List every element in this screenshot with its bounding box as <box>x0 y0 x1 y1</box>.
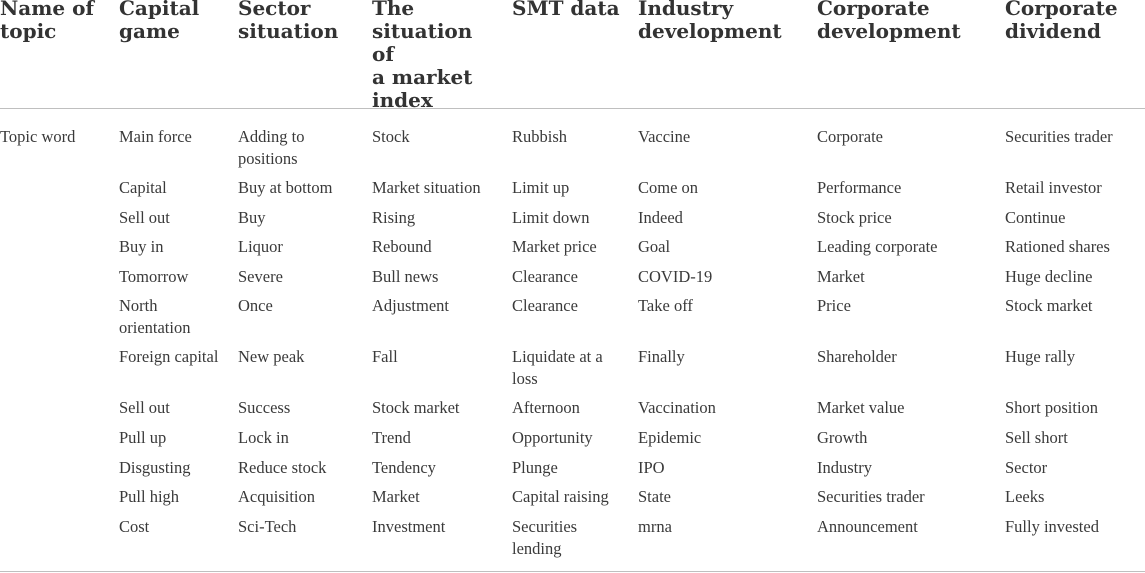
table-cell: Acquisition <box>238 487 315 507</box>
table-cell: Tomorrow <box>119 266 189 286</box>
table-cell: Sell short <box>1005 427 1068 447</box>
table-cell: Main force <box>119 127 192 146</box>
table-cell: Securities trader <box>817 487 925 507</box>
table-cell: Short position <box>1005 398 1099 418</box>
table-row <box>0 207 1145 237</box>
table-row <box>0 126 1145 177</box>
header-industry-development: Industry development <box>638 0 782 43</box>
table-row <box>0 397 1145 427</box>
table-row <box>0 516 1145 567</box>
table-cell: Sector <box>1005 457 1048 477</box>
table-cell: Pull up <box>119 427 167 447</box>
table-cell: Buy at bottom <box>238 178 333 197</box>
table-cell: Stock market <box>372 398 460 418</box>
table-cell: Buy <box>238 207 266 227</box>
table-cell: Huge decline <box>1005 266 1093 286</box>
table-body <box>0 109 1145 567</box>
table-cell: Success <box>238 398 291 418</box>
table-cell: Lock in <box>238 427 289 447</box>
table-cell: Securities trader <box>1005 127 1113 146</box>
table-cell: Announcement <box>817 516 918 536</box>
table-cell: Buy in <box>119 237 164 257</box>
table-cell: Growth <box>817 427 868 447</box>
table-cell: Fully invested <box>1005 516 1099 536</box>
table-cell: Limit down <box>512 207 590 227</box>
table-cell: State <box>638 487 671 507</box>
table-cell: Investment <box>372 516 446 536</box>
table-cell: Afternoon <box>512 398 580 418</box>
table-cell: Capital <box>119 178 167 197</box>
table-cell: New peak <box>238 347 305 367</box>
table-row <box>0 346 1145 397</box>
table-cell: Bull news <box>372 266 439 286</box>
table-cell: Clearance <box>512 296 578 316</box>
table-cell: Liquor <box>238 237 283 257</box>
table-cell: Sci-Tech <box>238 516 297 536</box>
table-cell: North orientation <box>119 296 191 338</box>
table-row <box>0 295 1145 346</box>
table-cell: Stock price <box>817 207 892 227</box>
table-cell: Indeed <box>638 207 683 227</box>
table-row <box>0 457 1145 487</box>
table-cell: Take off <box>638 296 693 316</box>
table-cell: Rubbish <box>512 127 568 146</box>
table-cell: Rising <box>372 207 416 227</box>
table-cell: Foreign capital <box>119 347 219 367</box>
table-bottom-rule <box>0 571 1145 572</box>
table-cell: mrna <box>638 516 672 536</box>
table-cell: Leading corporate <box>817 237 938 257</box>
table-cell: Retail investor <box>1005 178 1102 197</box>
table-cell: COVID-19 <box>638 266 713 286</box>
table-cell: Sell out <box>119 398 170 418</box>
table-cell: Market <box>817 266 865 286</box>
table-cell: Market <box>372 487 420 507</box>
table-cell: Trend <box>372 427 411 447</box>
table-cell: IPO <box>638 457 665 477</box>
table-cell: Leeks <box>1005 487 1045 507</box>
header-corporate-dividend: Corporate dividend <box>1005 0 1118 43</box>
table-row <box>0 266 1145 296</box>
table-row <box>0 177 1145 207</box>
header-sector-situation: Sector situation <box>238 0 339 43</box>
table-cell: Stock market <box>1005 296 1093 316</box>
table-cell: Disgusting <box>119 457 191 477</box>
table-cell: Severe <box>238 266 283 286</box>
table-cell: Rebound <box>372 237 432 257</box>
table-cell: Fall <box>372 347 398 367</box>
table-cell: Plunge <box>512 457 558 477</box>
table-cell: Vaccination <box>638 398 716 418</box>
table-cell: Pull high <box>119 487 180 507</box>
table-cell: Vaccine <box>638 127 691 146</box>
table-cell: Sell out <box>119 207 170 227</box>
header-capital-game: Capital game <box>119 0 200 43</box>
table-cell: Adjustment <box>372 296 449 316</box>
table-cell: Market situation <box>372 178 481 197</box>
table-cell: Tendency <box>372 457 436 477</box>
table-cell: Securities lending <box>512 516 578 558</box>
header-market-index: The situation of a market index <box>372 0 473 112</box>
table-cell: Market price <box>512 237 597 257</box>
table-cell: Rationed shares <box>1005 237 1110 257</box>
table-cell: Clearance <box>512 266 578 286</box>
table-cell: Corporate <box>817 127 883 146</box>
table-cell: Adding to positions <box>238 127 305 168</box>
table-cell: Liquidate at a loss <box>512 347 603 389</box>
table-cell: Price <box>817 296 851 316</box>
table-header <box>0 0 1145 112</box>
table-cell: Capital raising <box>512 487 609 507</box>
table-cell: Market value <box>817 398 905 418</box>
table-cell: Continue <box>1005 207 1066 227</box>
table-cell: Once <box>238 296 273 316</box>
table-cell: Epidemic <box>638 427 702 447</box>
table-row <box>0 486 1145 516</box>
table-cell: Goal <box>638 237 671 257</box>
table-cell: Performance <box>817 178 902 197</box>
table-cell: Limit up <box>512 178 570 197</box>
table-cell: Cost <box>119 516 150 536</box>
table-cell: Opportunity <box>512 427 593 447</box>
header-name-of-topic: Name of topic <box>0 0 95 43</box>
header-corporate-development: Corporate development <box>817 0 961 43</box>
table-cell: Shareholder <box>817 347 897 367</box>
table-cell: Industry <box>817 457 872 477</box>
table-row <box>0 236 1145 266</box>
table-cell: Come on <box>638 178 699 197</box>
table-cell: Reduce stock <box>238 457 327 477</box>
table-cell: Finally <box>638 347 685 367</box>
table-cell: Topic word <box>0 127 76 146</box>
header-smt-data: SMT data <box>512 0 620 20</box>
table-cell: Huge rally <box>1005 347 1076 367</box>
table-row <box>0 427 1145 457</box>
table-cell: Stock <box>372 127 410 146</box>
